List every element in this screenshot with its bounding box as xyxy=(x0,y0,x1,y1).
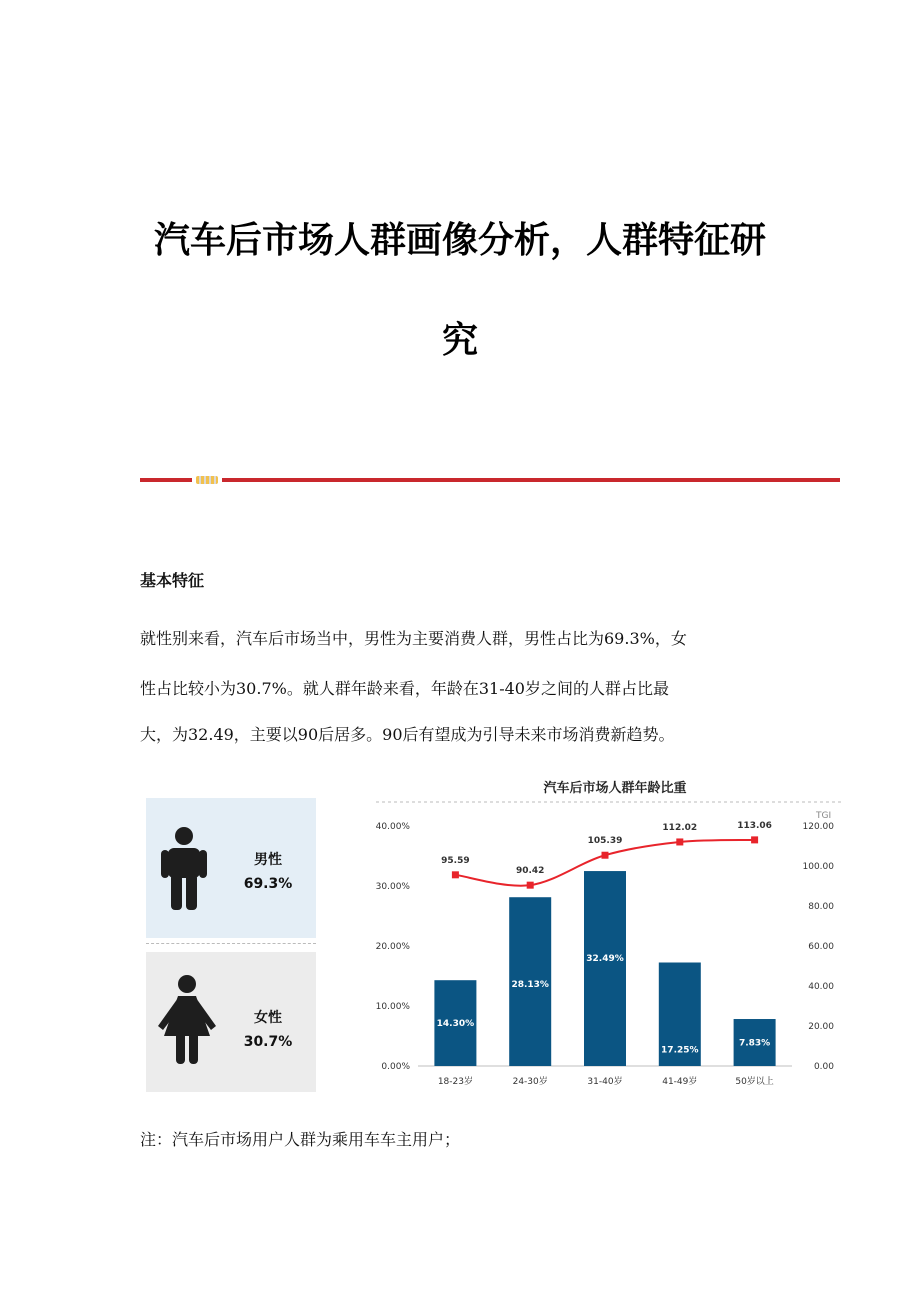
y2-tick-label: 20.00 xyxy=(808,1022,834,1032)
male-person-icon xyxy=(160,826,208,912)
y2-tick-label: 120.00 xyxy=(802,822,834,832)
x-tick-label: 41-49岁 xyxy=(662,1077,698,1087)
paragraph-line-3: 大，为32.49，主要以90后居多。90后有望成为引导未来市场消费新趋势。 xyxy=(140,725,675,744)
y-tick-label: 0.00% xyxy=(381,1062,410,1072)
y2-tick-label: 0.00 xyxy=(813,1062,834,1072)
bar-value-label: 32.49% xyxy=(586,954,624,965)
female-label: 女性 xyxy=(254,1010,282,1026)
paragraph-line-1: 就性别来看，汽车后市场当中，男性为主要消费人群，男性占比为69.3%，女 xyxy=(140,629,687,648)
doc-title-line-1: 汽车后市场人群画像分析，人群特征研 xyxy=(153,219,766,261)
x-tick-label: 50岁以上 xyxy=(735,1077,774,1087)
y-tick-label: 10.00% xyxy=(375,1002,410,1012)
x-tick-label: 24-30岁 xyxy=(512,1077,548,1087)
tgi-value-label: 90.42 xyxy=(515,866,545,877)
female-person-icon xyxy=(154,974,220,1066)
card-divider xyxy=(146,943,316,944)
y2-tick-label: 100.00 xyxy=(802,862,834,872)
male-label: 男性 xyxy=(254,852,282,868)
female-value: 30.7% xyxy=(243,1034,293,1050)
male-value: 69.3% xyxy=(243,876,293,892)
divider-ornament-icon xyxy=(196,476,218,484)
y2-tick-label: 60.00 xyxy=(808,942,834,952)
footnote: 注：汽车后市场用户人群为乘用车车主用户； xyxy=(140,1130,461,1149)
title-divider-left xyxy=(140,478,192,482)
tgi-point xyxy=(527,882,534,889)
bar-value-label: 17.25% xyxy=(661,1045,699,1056)
tgi-point xyxy=(676,838,683,845)
section-heading: 基本特征 xyxy=(140,571,205,590)
age-bar xyxy=(584,871,626,1066)
chart-title: 汽车后市场人群年龄比重 xyxy=(543,781,687,796)
y-tick-label: 20.00% xyxy=(375,942,410,952)
female-card xyxy=(146,952,316,1092)
paragraph-line-2: 性占比较小为30.7%。就人群年龄来看，年龄在31-40岁之间的人群占比最 xyxy=(140,679,669,698)
y-tick-label: 30.00% xyxy=(375,882,410,892)
tgi-value-label: 95.59 xyxy=(441,855,470,866)
x-tick-label: 31-40岁 xyxy=(587,1077,623,1087)
y2-axis-label: TGI xyxy=(816,811,832,821)
title-divider-right xyxy=(222,478,840,482)
x-tick-label: 18-23岁 xyxy=(437,1077,473,1087)
y-tick-label: 40.00% xyxy=(375,822,410,832)
tgi-value-label: 105.39 xyxy=(587,836,623,847)
bar-value-label: 28.13% xyxy=(511,980,549,991)
y2-tick-label: 80.00 xyxy=(808,902,834,912)
bar-value-label: 14.30% xyxy=(436,1019,475,1030)
age-chart xyxy=(360,770,850,1100)
male-card xyxy=(146,798,316,938)
tgi-point xyxy=(751,836,758,843)
tgi-value-label: 113.06 xyxy=(737,820,772,831)
tgi-point xyxy=(602,852,609,859)
y2-tick-label: 40.00 xyxy=(808,982,834,992)
bar-value-label: 7.83% xyxy=(738,1038,771,1049)
tgi-point xyxy=(452,871,459,878)
tgi-value-label: 112.02 xyxy=(662,822,698,833)
doc-title-line-2: 究 xyxy=(441,319,478,361)
